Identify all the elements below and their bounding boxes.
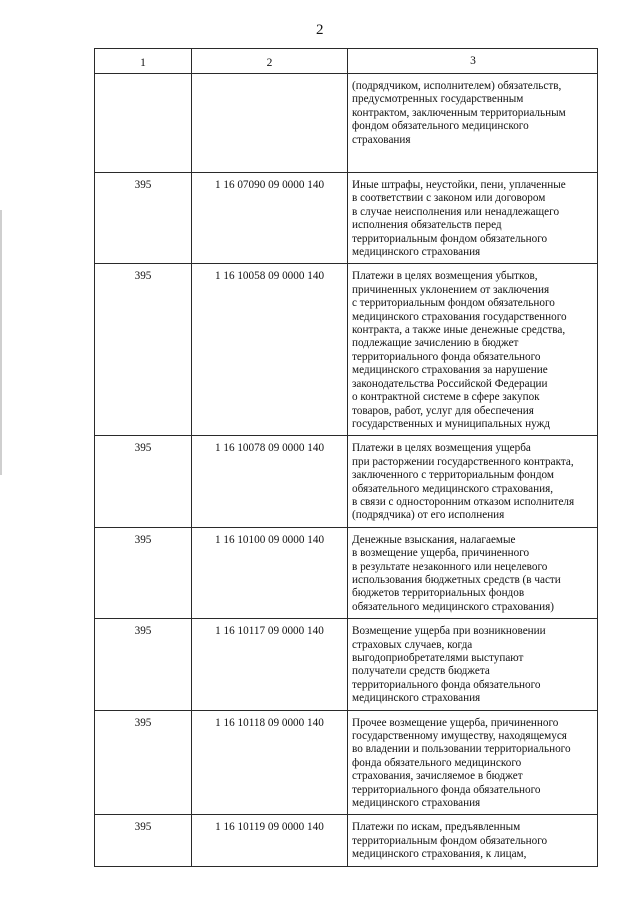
revenue-name-line: в случае неисполнения или ненадлежащего	[352, 205, 560, 218]
table-row	[95, 815, 598, 867]
revenue-name-line: страховых случаев, когда	[352, 638, 473, 651]
revenue-name-line: государственных и муниципальных нужд	[352, 417, 550, 430]
revenue-name-line: Платежи в целях возмещения ущерба	[352, 442, 531, 455]
revenue-name-line: медицинского страхования	[352, 246, 481, 259]
admin-code-cell: 395	[95, 436, 192, 527]
header-cell-3: 3	[348, 49, 598, 74]
page-number: 2	[316, 22, 324, 38]
admin-code-cell: 395	[95, 264, 192, 436]
revenue-name-cell	[348, 264, 598, 436]
revenue-name-line: фондом обязательного медицинского	[352, 120, 529, 133]
revenue-name-line: Прочее возмещение ущерба, причиненного	[352, 716, 559, 729]
revenue-name-line: (подрядчиком, исполнителем) обязательств,	[352, 80, 562, 92]
revenue-name-line: государственному имуществу, находящемуся	[352, 730, 567, 743]
revenue-name-line: бюджетов территориальных фондов	[352, 587, 525, 600]
table-row	[95, 264, 598, 436]
revenue-name-line: с территориальным фондом обязательного	[352, 297, 555, 310]
revenue-name-line: в возмещение ущерба, причиненного	[352, 547, 530, 560]
revenue-name-line: Денежные взыскания, налагаемые	[352, 533, 516, 546]
budget-classification-code-cell: 1 16 10100 09 0000 140	[192, 527, 348, 618]
revenue-name-line: в соответствии с законом или договором	[352, 192, 546, 205]
revenue-name-line: Иные штрафы, неустойки, пени, уплаченные	[352, 179, 566, 191]
revenue-name-line: страхования	[352, 133, 411, 146]
revenue-name-line: (подрядчика) от его исполнения	[352, 509, 505, 522]
revenue-name-line: медицинского страхования	[352, 797, 481, 810]
budget-classification-code-cell: 1 16 10118 09 0000 140	[192, 710, 348, 815]
budget-classification-code-cell: 1 16 10078 09 0000 140	[192, 436, 348, 527]
revenue-name-line: подлежащие зачислению в бюджет	[352, 337, 519, 350]
revenue-name-line: фонда обязательного медицинского	[352, 756, 522, 769]
admin-code-cell: 395	[95, 173, 192, 264]
revenue-name-line: законодательства Российской Федерации	[352, 377, 548, 390]
revenue-name-cell	[348, 619, 598, 710]
revenue-name-line: Возмещение ущерба при возникновении	[352, 625, 546, 638]
revenue-name-line: контракта, а также иные денежные средства,	[352, 324, 566, 337]
revenue-name-line: территориального фонда обязательного	[352, 350, 541, 363]
revenue-name-line: медицинского страхования	[352, 692, 481, 705]
revenue-name-cell	[348, 74, 598, 173]
table-body	[95, 49, 598, 867]
admin-code-cell	[95, 74, 192, 173]
table-row	[95, 173, 598, 264]
revenue-name-line: территориального фонда обязательного	[352, 783, 541, 796]
table-header-row	[95, 49, 598, 74]
revenue-name-line: товаров, работ, услуг для обеспечения	[352, 404, 534, 417]
header-cell-2: 2	[192, 49, 348, 74]
table-row	[95, 527, 598, 618]
revenue-name-line: медицинского страхования за нарушение	[352, 364, 548, 377]
revenue-name-line: получатели средств бюджета	[352, 665, 490, 678]
revenue-name-line: в результате незаконного или нецелевого	[352, 560, 548, 573]
table-row	[95, 74, 598, 173]
revenue-name-cell	[348, 527, 598, 618]
revenue-name-line: о контрактной системе в сфере закупок	[352, 391, 540, 404]
revenue-name-cell	[348, 815, 598, 867]
admin-code-cell: 395	[95, 815, 192, 867]
revenue-name-line: Платежи в целях возмещения убытков,	[352, 270, 538, 283]
table-row	[95, 436, 598, 527]
budget-classification-code-cell: 1 16 10058 09 0000 140	[192, 264, 348, 436]
revenue-name-line: при расторжении государственного контракта,	[352, 455, 574, 468]
revenue-name-line: заключенного с территориальным фондом	[352, 469, 555, 482]
budget-classification-code-cell: 1 16 10117 09 0000 140	[192, 619, 348, 710]
admin-code-cell: 395	[95, 710, 192, 815]
revenue-name-line: территориального фонда обязательного	[352, 678, 541, 691]
revenue-name-line: страхования, зачисляемое в бюджет	[352, 770, 523, 783]
revenue-name-cell	[348, 436, 598, 527]
revenue-name-line: использования бюджетных средств (в части	[352, 573, 561, 586]
revenue-name-line: территориальным фондом обязательного	[352, 834, 548, 847]
revenue-name-line: исполнения обязательств перед	[352, 219, 502, 232]
revenue-name-line: в связи с односторонним отказом исполнителя	[352, 495, 575, 508]
revenue-name-cell	[348, 710, 598, 815]
budget-classification-code-cell: 1 16 10119 09 0000 140	[192, 815, 348, 867]
revenue-name-cell	[348, 173, 598, 264]
revenue-name-line: во владении и пользовании территориального	[352, 743, 571, 756]
revenue-name-line: медицинского страхования, к лицам,	[352, 848, 527, 861]
revenue-name-line: выгодоприобретателями выступают	[352, 652, 524, 664]
scan-edge-shadow	[0, 210, 2, 475]
revenue-name-line: контрактом, заключенным территориальным	[352, 106, 566, 119]
revenue-codes-table	[94, 48, 598, 867]
admin-code-cell: 395	[95, 527, 192, 618]
revenue-name-line: Платежи по искам, предъявленным	[352, 821, 521, 834]
budget-classification-code-cell: 1 16 07090 09 0000 140	[192, 173, 348, 264]
revenue-name-line: обязательного медицинского страхования)	[352, 600, 554, 613]
header-cell-1: 1	[95, 49, 192, 74]
revenue-name-line: территориальным фондом обязательного	[352, 232, 548, 245]
table-row	[95, 710, 598, 815]
revenue-name-line: причиненных уклонением от заключения	[352, 283, 550, 296]
budget-classification-code-cell	[192, 74, 348, 173]
table-row	[95, 619, 598, 710]
revenue-name-line: предусмотренных государственным	[352, 93, 524, 106]
revenue-name-line: медицинского страхования государственного	[352, 310, 567, 323]
revenue-name-line: обязательного медицинского страхования,	[352, 482, 554, 495]
admin-code-cell: 395	[95, 619, 192, 710]
